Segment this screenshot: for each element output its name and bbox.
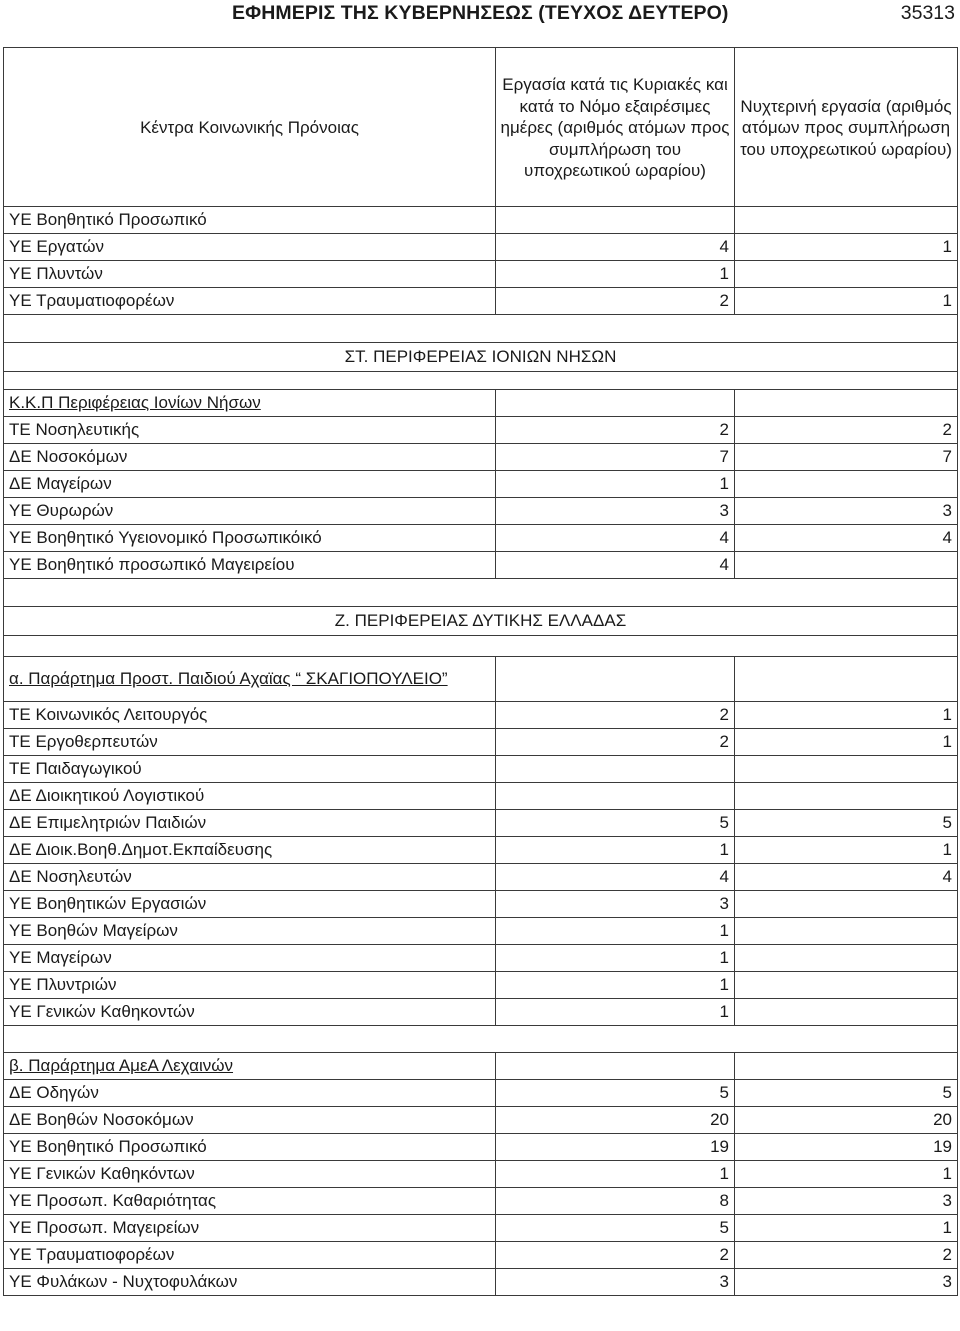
branch-b-title-text: β. Παράρτημα ΑμεΑ Λεχαινών (9, 1056, 234, 1075)
row-label: ΥΕ Τραυματιοφορέων (4, 1242, 496, 1269)
row-night-value (735, 999, 958, 1026)
row-label: ΥΕ Προσωπ. Καθαριότητας (4, 1188, 496, 1215)
row-night-value (735, 945, 958, 972)
row-night-value (735, 471, 958, 498)
row-label: ΔΕ Βοηθών Νοσοκόμων (4, 1107, 496, 1134)
row-label: ΤΕ Κοινωνικός Λειτουργός (4, 702, 496, 729)
row-label: ΥΕ Βοηθητικό προσωπικό Μαγειρείου (4, 552, 496, 579)
row-sunday-value: 5 (496, 1080, 735, 1107)
region-z-heading-row (4, 607, 958, 636)
table-row (4, 864, 958, 891)
row-night-value: 5 (735, 1080, 958, 1107)
table-row (4, 783, 958, 810)
region-st-heading-row (4, 343, 958, 372)
blank-row (4, 579, 958, 607)
row-night-value: 2 (735, 417, 958, 444)
row-night-value: 19 (735, 1134, 958, 1161)
table-row (4, 837, 958, 864)
row-sunday-value: 7 (496, 444, 735, 471)
table-header-row (4, 48, 958, 207)
row-sunday-value: 4 (496, 525, 735, 552)
row-label: ΔΕ Νοσοκόμων (4, 444, 496, 471)
empty-cell (496, 1053, 735, 1080)
row-label: ΥΕ Εργατών (4, 234, 496, 261)
blank-row (4, 372, 958, 390)
blank-cell (4, 315, 958, 343)
row-night-value: 1 (735, 1161, 958, 1188)
row-sunday-value (496, 756, 735, 783)
table-row (4, 444, 958, 471)
table-row (4, 498, 958, 525)
table-row (4, 471, 958, 498)
branch-b-title (4, 1053, 496, 1080)
empty-cell (735, 1053, 958, 1080)
row-label: ΥΕ Θυρωρών (4, 498, 496, 525)
table-row (4, 918, 958, 945)
branch-a-title-row (4, 657, 958, 702)
row-sunday-value: 20 (496, 1107, 735, 1134)
row-label: ΤΕ Παιδαγωγικού (4, 756, 496, 783)
kkp-title-text: Κ.Κ.Π Περιφέρειας Ιονίων Νήσων (9, 393, 261, 412)
table-row (4, 1134, 958, 1161)
row-label: ΥΕ Βοηθών Μαγείρων (4, 918, 496, 945)
table-row (4, 891, 958, 918)
row-sunday-value: 1 (496, 999, 735, 1026)
row-night-value (735, 552, 958, 579)
row-night-value (735, 918, 958, 945)
row-label: ΥΕ Βοηθητικό Προσωπικό (4, 1134, 496, 1161)
row-label: ΔΕ Διοικ.Βοηθ.Δημοτ.Εκπαίδευσης (4, 837, 496, 864)
table-row (4, 729, 958, 756)
row-sunday-value: 3 (496, 1269, 735, 1296)
row-label: ΥΕ Βοηθητικών Εργασιών (4, 891, 496, 918)
row-label: ΤΕ Νοσηλευτικής (4, 417, 496, 444)
row-label: ΥΕ Προσωπ. Μαγειρείων (4, 1215, 496, 1242)
row-night-value: 1 (735, 702, 958, 729)
row-night-value: 7 (735, 444, 958, 471)
table-row (4, 1080, 958, 1107)
row-sunday-value: 2 (496, 288, 735, 315)
table-row (4, 972, 958, 999)
row-night-value: 20 (735, 1107, 958, 1134)
row-sunday-value: 1 (496, 261, 735, 288)
table-row (4, 1161, 958, 1188)
staffing-table (3, 47, 958, 1296)
row-night-value: 2 (735, 1242, 958, 1269)
table-row (4, 1215, 958, 1242)
row-label: ΥΕ Γενικών Καθηκόντων (4, 1161, 496, 1188)
blank-row (4, 1026, 958, 1053)
table-row (4, 288, 958, 315)
table-row (4, 1242, 958, 1269)
row-night-value (735, 207, 958, 234)
row-label: ΤΕ Εργοθερπευτών (4, 729, 496, 756)
row-sunday-value: 2 (496, 702, 735, 729)
row-sunday-value: 2 (496, 417, 735, 444)
table-row (4, 756, 958, 783)
row-label: ΥΕ Πλυντών (4, 261, 496, 288)
table-row (4, 1188, 958, 1215)
empty-cell (496, 390, 735, 417)
region-st-heading: ΣΤ. ΠΕΡΙΦΕΡΕΙΑΣ ΙΟΝΙΩΝ ΝΗΣΩΝ (4, 343, 958, 372)
row-sunday-value (496, 207, 735, 234)
row-label: ΥΕ Γενικών Καθηκοντών (4, 999, 496, 1026)
table-row (4, 1107, 958, 1134)
page-number: 35313 (900, 2, 955, 24)
blank-cell (4, 1026, 958, 1053)
row-sunday-value: 1 (496, 945, 735, 972)
row-sunday-value: 2 (496, 1242, 735, 1269)
page-header (0, 0, 960, 30)
row-night-value: 4 (735, 864, 958, 891)
header-sunday-work: Εργασία κατά τις Κυριακές και κατά το Νόμο εξαιρέσιμες ημέρες (αριθμός ατόμων προς συμπλήρωση του υποχρεωτικού ωραρίου) (496, 48, 735, 207)
row-sunday-value: 4 (496, 234, 735, 261)
row-label: ΔΕ Διοικητικού Λογιστικού (4, 783, 496, 810)
row-label: ΔΕ Οδηγών (4, 1080, 496, 1107)
row-sunday-value: 5 (496, 810, 735, 837)
row-sunday-value: 1 (496, 1161, 735, 1188)
row-sunday-value: 3 (496, 891, 735, 918)
row-sunday-value: 1 (496, 972, 735, 999)
row-label: ΥΕ Μαγείρων (4, 945, 496, 972)
table-row (4, 702, 958, 729)
row-label: ΥΕ Βοηθητικό Υγειονομικό Προσωπικόικό (4, 525, 496, 552)
gazette-title: ΕΦΗΜΕΡΙΣ ΤΗΣ ΚΥΒΕΡΝΗΣΕΩΣ (ΤΕΥΧΟΣ ΔΕΥΤΕΡΟ) (232, 2, 729, 24)
table-row (4, 261, 958, 288)
header-centers: Κέντρα Κοινωνικής Πρόνοιας (4, 48, 496, 207)
row-label: ΔΕ Επιμελητριών Παιδιών (4, 810, 496, 837)
row-night-value: 3 (735, 1269, 958, 1296)
row-night-value: 1 (735, 234, 958, 261)
row-night-value: 3 (735, 1188, 958, 1215)
table-row (4, 552, 958, 579)
staffing-table-body (4, 48, 958, 1296)
row-night-value: 4 (735, 525, 958, 552)
table-row (4, 999, 958, 1026)
row-label: ΔΕ Νοσηλευτών (4, 864, 496, 891)
row-sunday-value: 1 (496, 918, 735, 945)
table-row (4, 525, 958, 552)
region-z-heading: Ζ. ΠΕΡΙΦΕΡΕΙΑΣ ΔΥΤΙΚΗΣ ΕΛΛΑΔΑΣ (4, 607, 958, 636)
branch-b-title-row (4, 1053, 958, 1080)
row-night-value: 3 (735, 498, 958, 525)
branch-a-title (4, 657, 496, 702)
table-row (4, 207, 958, 234)
table-row (4, 234, 958, 261)
empty-cell (735, 657, 958, 702)
kkp-title (4, 390, 496, 417)
empty-cell (496, 657, 735, 702)
row-night-value (735, 891, 958, 918)
row-night-value (735, 261, 958, 288)
blank-cell (4, 372, 958, 390)
table-row (4, 1269, 958, 1296)
table-row (4, 810, 958, 837)
row-sunday-value: 1 (496, 471, 735, 498)
table-row (4, 417, 958, 444)
row-sunday-value: 3 (496, 498, 735, 525)
row-night-value: 1 (735, 1215, 958, 1242)
row-sunday-value: 1 (496, 837, 735, 864)
row-sunday-value: 5 (496, 1215, 735, 1242)
row-label: ΥΕ Φυλάκων - Νυχτοφυλάκων (4, 1269, 496, 1296)
row-night-value: 1 (735, 837, 958, 864)
table-row (4, 945, 958, 972)
row-night-value (735, 756, 958, 783)
row-label: ΥΕ Τραυματιοφορέων (4, 288, 496, 315)
row-night-value: 1 (735, 729, 958, 756)
row-sunday-value: 2 (496, 729, 735, 756)
row-night-value (735, 783, 958, 810)
empty-cell (735, 390, 958, 417)
blank-row (4, 315, 958, 343)
kkp-title-row (4, 390, 958, 417)
row-label: ΔΕ Μαγείρων (4, 471, 496, 498)
row-sunday-value: 8 (496, 1188, 735, 1215)
blank-cell (4, 579, 958, 607)
row-night-value: 1 (735, 288, 958, 315)
row-label: ΥΕ Βοηθητικό Προσωπικό (4, 207, 496, 234)
row-sunday-value: 19 (496, 1134, 735, 1161)
row-night-value (735, 972, 958, 999)
blank-row (4, 636, 958, 657)
row-sunday-value: 4 (496, 864, 735, 891)
blank-cell (4, 636, 958, 657)
row-night-value: 5 (735, 810, 958, 837)
branch-a-title-text: α. Παράρτημα Προστ. Παιδιού Αχαϊας “ ΣΚΑΓΙΟΠΟΥΛΕΙΟ” (9, 669, 448, 688)
row-label: ΥΕ Πλυντριών (4, 972, 496, 999)
row-sunday-value: 4 (496, 552, 735, 579)
row-sunday-value (496, 783, 735, 810)
header-night-work: Νυχτερινή εργασία (αριθμός ατόμων προς συμπλήρωση του υποχρεωτικού ωραρίου) (735, 48, 958, 207)
